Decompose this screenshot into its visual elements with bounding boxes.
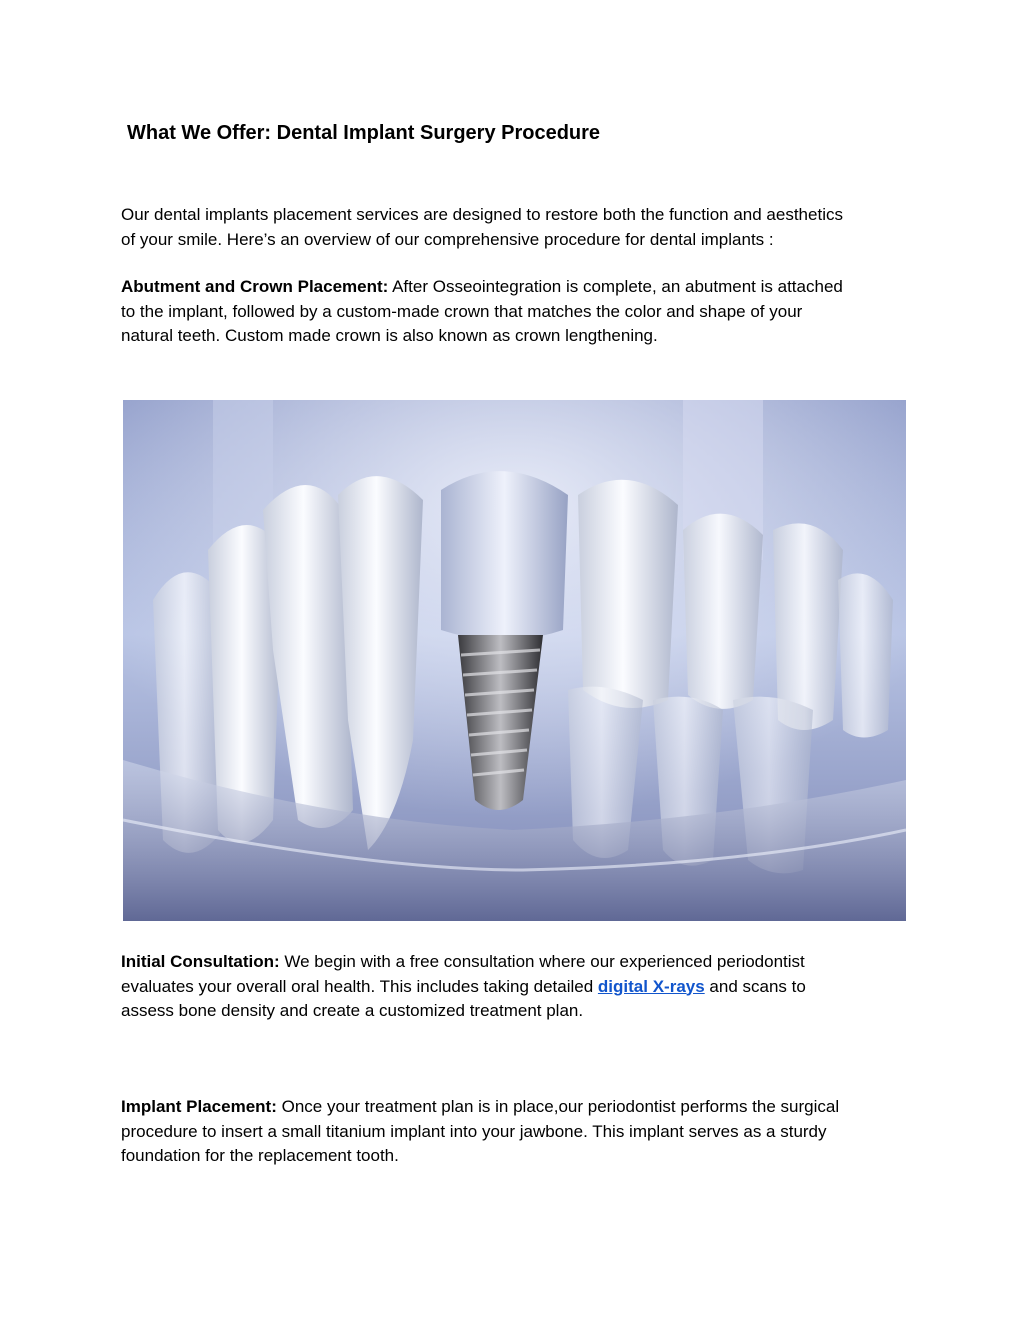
abutment-paragraph bbox=[121, 275, 921, 349]
abutment-line: natural teeth. Custom made crown is also known as crown lengthening. bbox=[121, 326, 658, 345]
consultation-text: We begin with a free consultation where our experienced periodontist bbox=[279, 952, 805, 971]
abutment-heading: Abutment and Crown Placement: bbox=[121, 277, 389, 296]
placement-line: foundation for the replacement tooth. bbox=[121, 1146, 399, 1165]
abutment-text: After Osseointegration is complete, an abutment is attached bbox=[388, 277, 843, 296]
placement-paragraph bbox=[121, 1095, 921, 1169]
consultation-line bbox=[121, 950, 921, 975]
dental-implant-model-image bbox=[123, 400, 906, 921]
consultation-line: assess bone density and create a customized treatment plan. bbox=[121, 1001, 584, 1020]
intro-line: of your smile. Here’s an overview of our comprehensive procedure for dental implants : bbox=[121, 229, 774, 249]
consultation-paragraph bbox=[121, 950, 921, 1024]
intro-paragraph bbox=[121, 203, 921, 252]
placement-line: procedure to insert a small titanium implant into your jawbone. This implant serves as a sturdy bbox=[121, 1121, 827, 1141]
consultation-heading: Initial Consultation: bbox=[121, 952, 280, 971]
digital-x-rays-link[interactable]: digital X-rays bbox=[597, 976, 705, 996]
abutment-line bbox=[121, 275, 921, 300]
placement-text: Once your treatment plan is in place,our periodontist performs the surgical bbox=[276, 1097, 840, 1116]
intro-line: Our dental implants placement services are designed to restore both the function and aesthetics bbox=[121, 205, 843, 224]
placement-line bbox=[121, 1095, 921, 1120]
page-title: What We Offer: Dental Implant Surgery Procedure bbox=[127, 122, 601, 144]
consultation-line bbox=[121, 975, 921, 1000]
consultation-text: evaluates your overall oral health. This includes taking detailed bbox=[121, 976, 598, 996]
abutment-line: to the implant, followed by a custom-made crown that matches the color and shape of your bbox=[121, 301, 803, 321]
consultation-text: and scans to bbox=[704, 976, 806, 996]
placement-heading: Implant Placement: bbox=[121, 1097, 277, 1116]
